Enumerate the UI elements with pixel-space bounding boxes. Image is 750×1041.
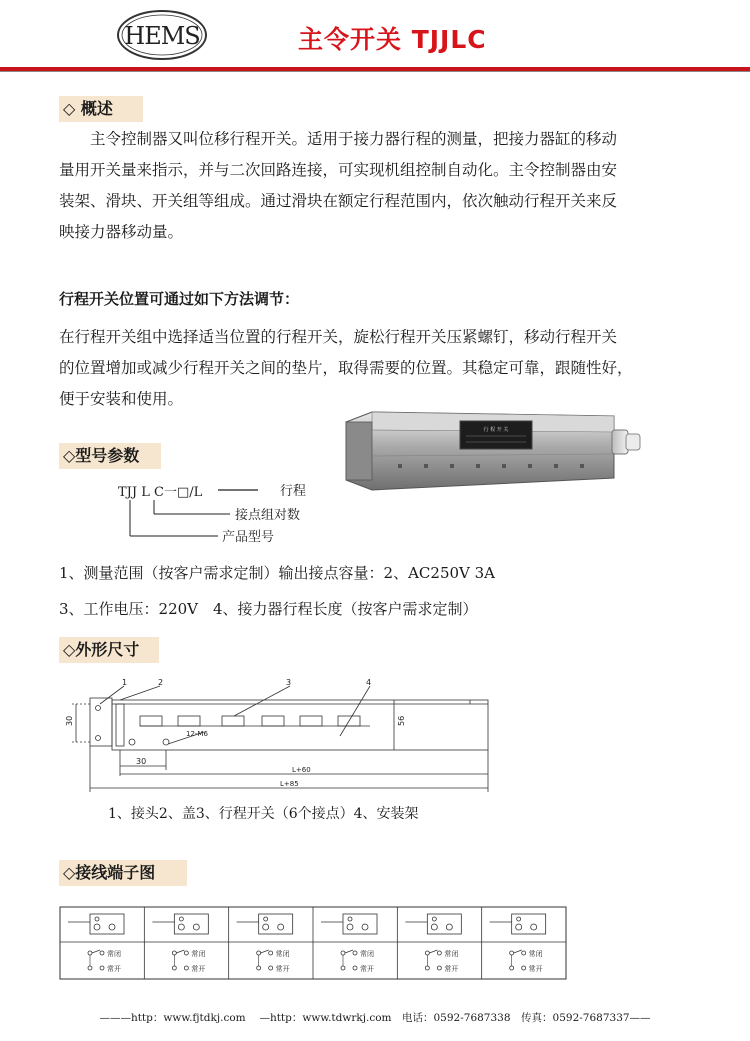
dim-holes: 12-M6: [186, 730, 208, 738]
contact-no-icon: [88, 966, 92, 970]
switch-body: [427, 914, 461, 934]
footer-contact: ———http：www.fjtdkj.com —http：www.tdwrkj.com 电话：0592-7687338 传真：0592-7687337——: [99, 1012, 651, 1024]
contact-nc-arm: [176, 950, 184, 953]
contact-no-icon: [269, 966, 273, 970]
switch-pivot-icon: [264, 917, 268, 921]
contact-no-icon: [437, 966, 441, 970]
contact-nc-icon: [88, 951, 92, 955]
switch-pivot-icon: [179, 917, 183, 921]
switch-pivot-icon: [432, 917, 436, 921]
dim-30-vertical: 30: [65, 715, 74, 726]
product-photo: [338, 408, 654, 498]
callout-3: 3: [286, 678, 292, 687]
contact-nc-icon: [172, 951, 176, 955]
contact-no-icon: [184, 966, 188, 970]
contact-nc-arm: [345, 950, 353, 953]
contact-nc-icon: [522, 951, 526, 955]
contact-nc-arm: [261, 950, 269, 953]
contact-no-icon: [353, 966, 357, 970]
switch-body: [174, 914, 208, 934]
dim-56: 56: [397, 715, 406, 726]
label-normally-closed: 常闭: [444, 950, 459, 958]
contact-nc-icon: [100, 951, 104, 955]
contact-no-icon: [425, 966, 429, 970]
switch-terminal-icon: [193, 924, 199, 930]
contact-no-icon: [510, 966, 514, 970]
callout-2: 2: [158, 678, 164, 687]
adjust-line: 在行程开关组中选择适当位置的行程开关，旋松行程开关压紧螺钉，移动行程开关: [59, 328, 618, 346]
dimension-drawing: [60, 676, 500, 798]
label-normally-open: 常开: [444, 965, 459, 973]
contact-nc-icon: [184, 951, 188, 955]
label-product: 产品型号: [222, 530, 275, 545]
switch-terminal-icon: [446, 924, 452, 930]
section-heading-overview: ◇ 概述: [59, 96, 143, 122]
switch-terminal-icon: [362, 924, 368, 930]
label-normally-open: 常开: [107, 965, 121, 973]
switch-terminal-icon: [516, 924, 522, 930]
label-normally-open: 常开: [275, 965, 290, 973]
contact-nc-arm: [92, 950, 100, 953]
contact-no-icon: [100, 966, 104, 970]
contact-nc-arm: [429, 950, 437, 953]
switch-terminal-icon: [263, 924, 269, 930]
label-normally-closed: 常闭: [191, 950, 206, 958]
model-code-diagram: [110, 478, 350, 558]
switch-body: [512, 914, 546, 934]
switch-terminal-icon: [347, 924, 353, 930]
contact-no-icon: [522, 966, 526, 970]
contact-nc-icon: [269, 951, 273, 955]
label-normally-closed: 常闭: [528, 950, 543, 958]
switch-body: [90, 914, 124, 934]
dim-l85: L+85: [280, 780, 299, 788]
section-heading-wiring: ◇接线端子图: [59, 860, 187, 886]
adjust-subheading: 行程开关位置可通过如下方法调节：: [59, 290, 300, 308]
contact-nc-icon: [353, 951, 357, 955]
label-contacts: 接点组对数: [235, 508, 301, 523]
param-line-2: 3、工作电压：220V 4、接力器行程长度（按客户需求定制）: [59, 600, 478, 618]
contact-no-icon: [172, 966, 176, 970]
switch-pivot-icon: [517, 917, 521, 921]
label-normally-closed: 常闭: [275, 950, 290, 958]
label-normally-open: 常开: [528, 965, 543, 973]
page-title: 主令开关 TJJLC: [298, 25, 487, 54]
section-heading-dimensions: ◇外形尺寸: [59, 637, 159, 663]
switch-body: [343, 914, 377, 934]
nameplate-text: 行 程 开 关: [483, 427, 509, 433]
param-line-1: 1、测量范围（按客户需求定制）输出接点容量：2、AC250V 3A: [59, 564, 496, 582]
contact-no-icon: [257, 966, 261, 970]
contact-nc-icon: [510, 951, 514, 955]
dim-30-horizontal: 30: [136, 757, 147, 766]
label-normally-closed: 常闭: [107, 950, 121, 958]
logo-text: HEMS: [124, 22, 200, 50]
company-logo: [116, 8, 208, 62]
switch-terminal-icon: [178, 924, 184, 930]
dimension-caption: 1、接头2、盖3、行程开关（6个接点）4、安装架: [108, 806, 419, 822]
contact-nc-icon: [257, 951, 261, 955]
callout-4: 4: [366, 678, 372, 687]
overview-paragraph: [59, 124, 699, 248]
wiring-diagram: [59, 906, 569, 982]
label-normally-open: 常开: [360, 965, 374, 973]
contact-nc-icon: [437, 951, 441, 955]
overview-line: 主令控制器又叫位移行程开关。适用于接力器行程的测量，把接力器缸的移动: [90, 130, 618, 148]
label-normally-closed: 常闭: [360, 950, 374, 958]
switch-body: [259, 914, 293, 934]
switch-terminal-icon: [531, 924, 537, 930]
header-divider-thin: [0, 71, 750, 72]
section-heading-model: ◇型号参数: [59, 443, 161, 469]
overview-line: 装架、滑块、开关组等组成。通过滑块在额定行程范围内，依次触动行程开关来反: [59, 192, 618, 210]
adjust-line: 的位置增加或减少行程开关之间的垫片，取得需要的位置。其稳定可靠，跟随性好，: [59, 359, 633, 377]
label-normally-open: 常开: [191, 965, 206, 973]
dim-l60: L+60: [292, 766, 311, 774]
adjust-paragraph: [59, 322, 699, 415]
overview-line: 映接力器移动量。: [59, 223, 184, 241]
wiring-table: [59, 906, 569, 982]
model-code: TJJ L C一□/L: [118, 485, 203, 500]
contact-nc-icon: [425, 951, 429, 955]
contact-nc-icon: [341, 951, 345, 955]
callout-1: 1: [122, 678, 128, 687]
overview-line: 量用开关量来指示，并与二次回路连接，可实现机组控制自动化。主令控制器由安: [59, 161, 618, 179]
label-stroke: 行程: [280, 484, 307, 499]
contact-no-icon: [341, 966, 345, 970]
contact-nc-arm: [514, 950, 522, 953]
switch-terminal-icon: [109, 924, 115, 930]
switch-pivot-icon: [95, 917, 99, 921]
switch-terminal-icon: [278, 924, 284, 930]
switch-terminal-icon: [431, 924, 437, 930]
adjust-line: 便于安装和使用。: [59, 390, 184, 408]
switch-pivot-icon: [348, 917, 352, 921]
switch-terminal-icon: [94, 924, 100, 930]
